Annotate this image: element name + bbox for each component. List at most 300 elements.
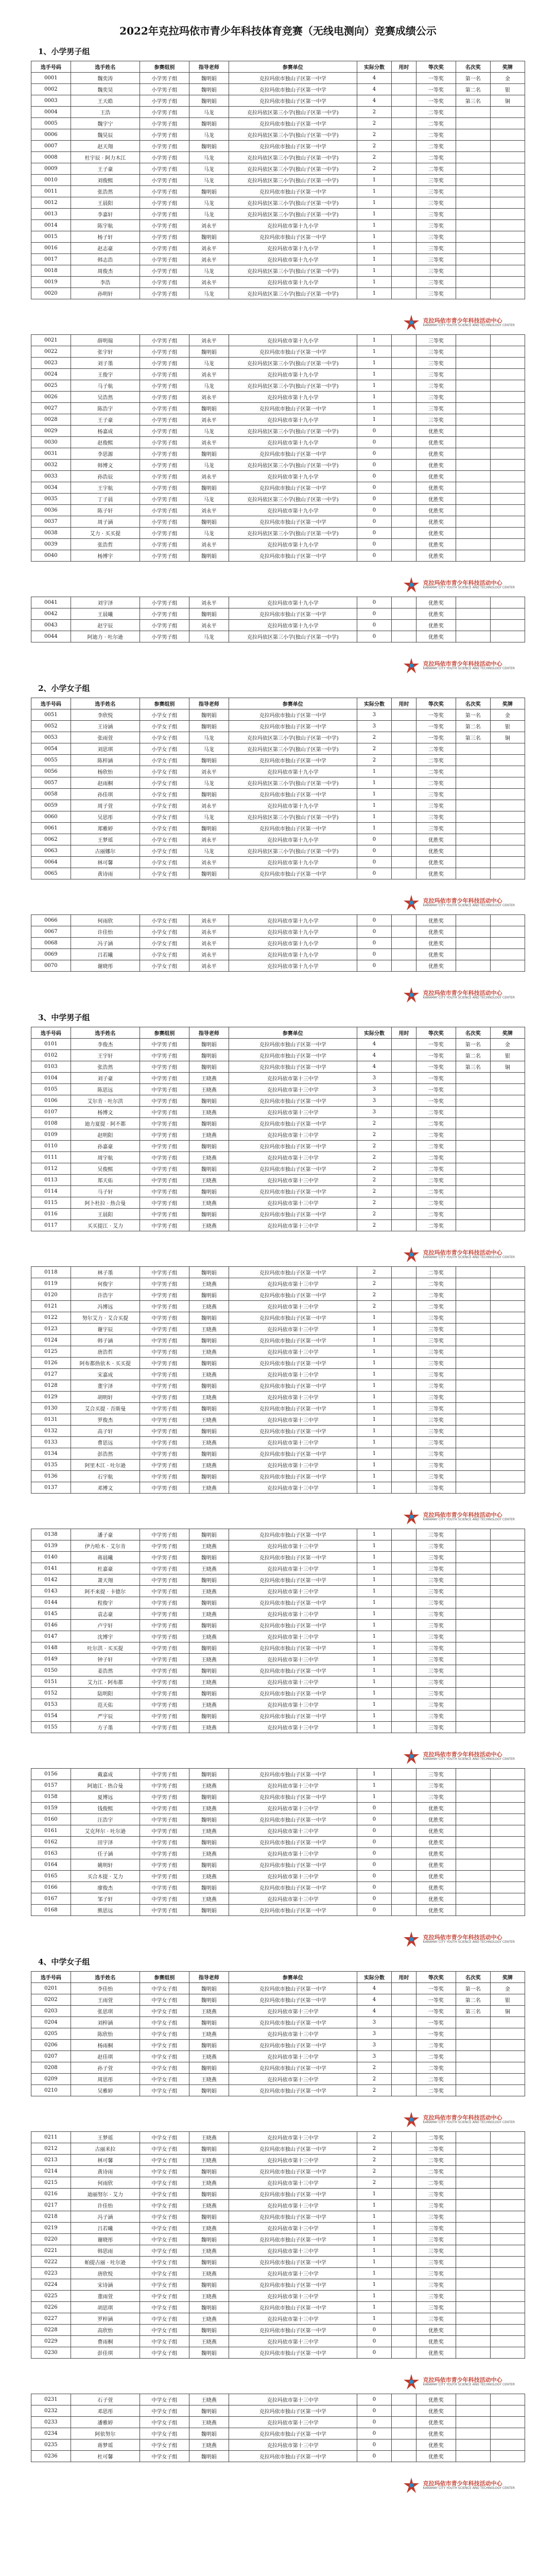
logo-title: 克拉玛依市青少年科技活动中心	[423, 1751, 502, 1758]
table-row	[31, 152, 525, 163]
table-cell: 小学男子组	[140, 197, 189, 209]
table-cell	[490, 403, 525, 414]
table-cell	[392, 709, 416, 721]
table-cell: 0006	[31, 129, 71, 141]
table-cell: 优胜奖	[416, 448, 456, 460]
column-header: 参赛组别	[140, 698, 189, 709]
table-cell: 魏明娟	[189, 1039, 229, 1050]
table-cell: 郑雅婷	[71, 823, 140, 834]
table-cell: 王晓燕	[189, 2439, 229, 2451]
table-cell	[490, 1654, 525, 1665]
table-cell: 小学女子组	[140, 709, 189, 721]
table-cell: 0101	[31, 1039, 71, 1050]
table-cell: 克拉玛依市第十三中学	[229, 2417, 357, 2428]
table-cell	[490, 2223, 525, 2234]
table-row	[31, 1722, 525, 1733]
table-cell: 克拉玛依市第十九小学	[229, 766, 357, 777]
table-cell	[392, 197, 416, 209]
table-cell: 三等奖	[416, 2234, 456, 2245]
table-cell	[456, 1859, 490, 1871]
table-cell: 陆明阳	[71, 1688, 140, 1699]
table-cell: 中学男子组	[140, 1688, 189, 1699]
table-cell	[456, 1324, 490, 1335]
table-cell: 克拉玛依市第十九小学	[229, 926, 357, 938]
table-cell: 三等奖	[416, 2189, 456, 2200]
table-cell	[456, 1278, 490, 1290]
table-cell: 1	[357, 1642, 391, 1654]
table-cell: 克拉玛依区第三小学(独山子区第一中学)	[229, 494, 357, 505]
table-cell: 努尔艾力 · 艾合买提	[71, 1312, 140, 1324]
table-cell: 中学男子组	[140, 1586, 189, 1597]
table-cell: 三等奖	[416, 2245, 456, 2257]
table-cell: 吴浩然	[71, 392, 140, 403]
table-cell: 0168	[31, 1905, 71, 1916]
table-cell: 张思琪	[71, 2006, 140, 2017]
table-row	[31, 1426, 525, 1437]
table-cell: 马龙	[189, 811, 229, 823]
table-cell: 王晓燕	[189, 2313, 229, 2325]
table-cell: 魏明娟	[189, 709, 229, 721]
table-cell: 0058	[31, 789, 71, 800]
table-cell: 克拉玛依市第十九小学	[229, 834, 357, 845]
table-cell: 1	[357, 346, 391, 358]
table-cell	[490, 1882, 525, 1893]
table-cell: 克拉玛依市第十三中学	[229, 2028, 357, 2040]
table-cell: 二等奖	[416, 2040, 456, 2051]
table-cell: 克拉玛依市独山子区第一中学	[229, 2451, 357, 2462]
table-cell: 张宇轩	[71, 346, 140, 358]
table-cell: 0102	[31, 1050, 71, 1061]
table-cell: 一等奖	[416, 1084, 456, 1095]
table-cell	[392, 1358, 416, 1369]
table-cell	[456, 550, 490, 562]
table-cell	[490, 1141, 525, 1152]
table-cell: 三等奖	[416, 197, 456, 209]
table-cell: 中学男子组	[140, 1814, 189, 1825]
table-cell: 中学女子组	[140, 2417, 189, 2428]
table-cell: 3	[357, 2028, 391, 2040]
table-cell: 0147	[31, 1631, 71, 1642]
table-cell	[456, 811, 490, 823]
table-cell: 中学女子组	[140, 2200, 189, 2211]
table-cell: 中学女子组	[140, 2347, 189, 2359]
table-cell: 中学女子组	[140, 2257, 189, 2268]
table-cell	[392, 1084, 416, 1095]
table-cell: 杜可馨	[71, 2451, 140, 2462]
logo-title: 克拉玛依市青少年科技活动中心	[423, 2114, 502, 2121]
table-row	[31, 777, 525, 789]
table-row	[31, 1448, 525, 1460]
table-cell	[392, 1769, 416, 1780]
table-cell	[456, 1107, 490, 1118]
table-cell: 谢晓彤	[71, 2234, 140, 2245]
table-cell	[456, 1392, 490, 1403]
table-cell	[392, 2234, 416, 2245]
table-cell: 任子涵	[71, 1848, 140, 1859]
table-cell: 小学男子组	[140, 437, 189, 448]
table-cell: 克拉玛依市第十九小学	[229, 539, 357, 550]
table-cell: 4	[357, 1039, 391, 1050]
table-cell: 优胜奖	[416, 915, 456, 926]
table-cell: 陈宇航	[71, 220, 140, 231]
table-cell: 王晓燕	[189, 1780, 229, 1791]
table-cell: 王晓燕	[189, 1563, 229, 1574]
table-cell: 优胜奖	[416, 2439, 456, 2451]
table-cell: 马龙	[189, 175, 229, 186]
table-row	[31, 197, 525, 209]
table-cell	[490, 1346, 525, 1358]
table-cell: 1	[357, 1676, 391, 1688]
table-row	[31, 2200, 525, 2211]
table-cell: 中学男子组	[140, 1859, 189, 1871]
table-cell	[456, 1825, 490, 1837]
table-cell: 谢宇辰	[71, 1324, 140, 1335]
table-cell: 中学男子组	[140, 1437, 189, 1448]
column-header: 奖牌	[490, 61, 525, 73]
table-cell	[392, 915, 416, 926]
logo-title: 克拉玛依市青少年科技活动中心	[423, 660, 502, 667]
table-cell: 2	[357, 755, 391, 766]
table-cell	[392, 1642, 416, 1654]
table-cell: 小学男子组	[140, 369, 189, 380]
table-row	[31, 755, 525, 766]
table-cell: 魏奕昊	[71, 84, 140, 95]
table-cell	[392, 2223, 416, 2234]
table-cell: 克拉玛依市第十三中学	[229, 1654, 357, 1665]
table-cell: 克拉玛依市独山子区第一中学	[229, 118, 357, 129]
table-cell: 中学男子组	[140, 1448, 189, 1460]
table-cell	[456, 231, 490, 243]
table-cell: 小学男子组	[140, 163, 189, 175]
table-cell	[490, 789, 525, 800]
table-cell: 三等奖	[416, 1665, 456, 1676]
logo-subtitle: KARAMAY CITY YOUTH SCIENCE AND TECHNOLOGY CENTER	[423, 2120, 515, 2124]
table-cell: 一等奖	[416, 95, 456, 107]
table-cell: 阿卜杜拉 · 热合曼	[71, 1197, 140, 1209]
table-cell: 邹子轩	[71, 1893, 140, 1905]
table-cell	[456, 2245, 490, 2257]
table-cell	[392, 1197, 416, 1209]
table-cell: 克拉玛依市独山子区第一中学	[229, 1209, 357, 1220]
table-cell: 0132	[31, 1426, 71, 1437]
table-cell: 中学男子组	[140, 1278, 189, 1290]
table-cell: 孙嘉豪	[71, 1141, 140, 1152]
table-cell: 克拉玛依市第十九小学	[229, 277, 357, 288]
table-cell: 杨雨桐	[71, 2040, 140, 2051]
table-cell: 小学男子组	[140, 550, 189, 562]
table-cell: 铜	[490, 2006, 525, 2017]
table-cell: 刘永平	[189, 857, 229, 868]
table-cell: 林可馨	[71, 2155, 140, 2166]
table-cell: 克拉玛依区第三小学(独山子区第一中学)	[229, 152, 357, 163]
table-cell	[456, 1437, 490, 1448]
table-row	[31, 1905, 525, 1916]
table-cell: 克拉玛依市独山子区第一中学	[229, 1448, 357, 1460]
table-cell	[392, 1460, 416, 1471]
table-cell: 三等奖	[416, 1448, 456, 1460]
table-cell: 三等奖	[416, 789, 456, 800]
table-cell: 赵志豪	[71, 243, 140, 254]
table-cell: 第二名	[456, 721, 490, 732]
table-cell: 4	[357, 1994, 391, 2006]
table-cell: 彭浩然	[71, 1448, 140, 1460]
table-cell	[456, 1152, 490, 1163]
table-cell: 0070	[31, 960, 71, 972]
table-cell	[456, 197, 490, 209]
table-cell: 1	[357, 2211, 391, 2223]
table-row	[31, 1882, 525, 1893]
table-cell: 蒋梦瑶	[71, 2439, 140, 2451]
table-cell: 克拉玛依市第十九小学	[229, 335, 357, 346]
table-cell: 李嘉轩	[71, 209, 140, 220]
table-cell: 克拉玛依市独山子区第一中学	[229, 2166, 357, 2177]
table-cell: 马龙	[189, 845, 229, 857]
table-cell	[490, 539, 525, 550]
center-logo	[31, 314, 515, 331]
table-cell: 魏宇宁	[71, 118, 140, 129]
table-cell	[456, 2347, 490, 2359]
table-cell: 魏明娟	[189, 1471, 229, 1482]
table-cell: 克拉玛依区第三小学(独山子区第一中学)	[229, 380, 357, 392]
table-cell: 二等奖	[416, 2166, 456, 2177]
table-cell	[392, 1871, 416, 1882]
table-cell: 魏明娟	[189, 2302, 229, 2313]
table-cell: 中学女子组	[140, 2451, 189, 2462]
table-cell: 王晓燕	[189, 2051, 229, 2062]
table-cell	[490, 494, 525, 505]
table-cell: 0226	[31, 2302, 71, 2313]
column-header: 用时	[392, 1027, 416, 1039]
table-cell: 中学女子组	[140, 2302, 189, 2313]
table-cell: 王晓燕	[189, 2223, 229, 2234]
table-row	[31, 1061, 525, 1073]
table-row	[31, 766, 525, 777]
table-cell: 1	[357, 254, 391, 265]
table-cell	[490, 2040, 525, 2051]
table-row	[31, 1312, 525, 1324]
table-cell: 0120	[31, 1290, 71, 1301]
table-cell: 克拉玛依市独山子区第一中学	[229, 84, 357, 95]
table-cell: 克拉玛依区第三小学(独山子区第一中学)	[229, 163, 357, 175]
table-cell: 克拉玛依市独山子区第一中学	[229, 516, 357, 528]
table-cell: 魏明娟	[189, 403, 229, 414]
table-cell	[490, 1084, 525, 1095]
table-cell: 0056	[31, 766, 71, 777]
table-cell: 克拉玛依市第十三中学	[229, 1175, 357, 1186]
column-header: 指导老师	[189, 1972, 229, 1983]
table-cell: 中学男子组	[140, 1620, 189, 1631]
table-cell: 二等奖	[416, 163, 456, 175]
table-cell	[456, 209, 490, 220]
table-row	[31, 743, 525, 755]
table-cell: 铜	[490, 732, 525, 743]
table-cell: 中学男子组	[140, 1722, 189, 1733]
table-cell: 0128	[31, 1380, 71, 1392]
table-cell: 0156	[31, 1769, 71, 1780]
table-cell	[490, 1426, 525, 1437]
table-cell: 克拉玛依市第十三中学	[229, 1414, 357, 1426]
table-cell	[490, 834, 525, 845]
table-cell	[392, 2074, 416, 2085]
table-cell: 1	[357, 1380, 391, 1392]
table-cell: 何雨欣	[71, 2177, 140, 2189]
table-cell: 中学女子组	[140, 2085, 189, 2096]
table-cell: 小学男子组	[140, 631, 189, 642]
table-cell: 小学男子组	[140, 482, 189, 494]
results-table	[31, 2394, 525, 2462]
section-title: 3、中学男子组	[38, 1013, 90, 1022]
table-cell	[392, 1186, 416, 1197]
table-row	[31, 1631, 525, 1642]
table-cell: 克拉玛依市独山子区第一中学	[229, 2211, 357, 2223]
table-cell: 0106	[31, 1095, 71, 1107]
table-cell	[392, 2257, 416, 2268]
table-cell	[490, 811, 525, 823]
table-cell	[456, 1710, 490, 1722]
table-cell: 第一名	[456, 709, 490, 721]
table-row	[31, 1141, 525, 1152]
table-cell: 中学女子组	[140, 2279, 189, 2291]
table-cell: 克拉玛依市独山子区第一中学	[229, 721, 357, 732]
table-cell: 2	[357, 1141, 391, 1152]
table-cell: 2	[357, 2177, 391, 2189]
table-cell: 3	[357, 2051, 391, 2062]
table-cell: 二等奖	[416, 1220, 456, 1231]
table-cell: 中学男子组	[140, 1163, 189, 1175]
table-cell	[490, 1529, 525, 1540]
table-cell	[392, 539, 416, 550]
star-logo-icon	[403, 2111, 420, 2128]
table-cell: 中学男子组	[140, 1039, 189, 1050]
table-cell: 汪浩宇	[71, 1814, 140, 1825]
table-cell: 小学男子组	[140, 186, 189, 197]
table-cell: 魏明娟	[189, 1574, 229, 1586]
table-cell: 买合木提 · 艾力	[71, 1871, 140, 1882]
table-cell: 魏明娟	[189, 1118, 229, 1129]
table-cell: 二等奖	[416, 2177, 456, 2189]
table-cell	[456, 755, 490, 766]
table-cell	[456, 1769, 490, 1780]
table-cell: 曹雨桐	[71, 2336, 140, 2347]
table-cell: 0112	[31, 1163, 71, 1175]
table-cell: 克拉玛依市独山子区第一中学	[229, 1290, 357, 1301]
table-cell: 优胜奖	[416, 868, 456, 879]
table-cell	[490, 380, 525, 392]
table-cell	[456, 1118, 490, 1129]
table-cell: 小学女子组	[140, 811, 189, 823]
table-cell	[490, 2189, 525, 2200]
table-cell	[490, 2347, 525, 2359]
table-cell: 0040	[31, 550, 71, 562]
table-cell	[490, 1197, 525, 1209]
table-cell: 魏明娟	[189, 1290, 229, 1301]
table-cell: 刘永平	[189, 766, 229, 777]
table-cell	[490, 186, 525, 197]
table-cell: 中学男子组	[140, 1118, 189, 1129]
table-cell	[456, 494, 490, 505]
table-cell: 优胜奖	[416, 938, 456, 949]
table-cell	[456, 1197, 490, 1209]
table-cell: 严宇辰	[71, 1710, 140, 1722]
table-cell: 3	[357, 2040, 391, 2051]
table-cell: 0064	[31, 857, 71, 868]
table-cell: 铜	[490, 95, 525, 107]
center-logo	[31, 657, 515, 674]
table-cell	[456, 1369, 490, 1380]
table-cell: 二等奖	[416, 2074, 456, 2085]
table-row	[31, 1676, 525, 1688]
table-cell: 克拉玛依市第十三中学	[229, 2291, 357, 2302]
table-cell: 中学男子组	[140, 1665, 189, 1676]
table-cell: 0117	[31, 1220, 71, 1231]
table-cell: 王晓燕	[189, 1346, 229, 1358]
table-cell: 0236	[31, 2451, 71, 2462]
table-row	[31, 1050, 525, 1061]
table-cell	[392, 1107, 416, 1118]
table-cell: 克拉玛依市独山子区第一中学	[229, 1335, 357, 1346]
table-row	[31, 1540, 525, 1552]
table-cell	[490, 857, 525, 868]
table-cell: 二等奖	[416, 141, 456, 152]
table-cell: 0141	[31, 1563, 71, 1574]
table-cell: 克拉玛依市第十三中学	[229, 2177, 357, 2189]
table-cell	[490, 2394, 525, 2405]
table-cell: 0004	[31, 107, 71, 118]
table-row	[31, 460, 525, 471]
column-header: 选手姓名	[71, 1027, 140, 1039]
table-cell: 克拉玛依市第十三中学	[229, 1220, 357, 1231]
table-cell: 2	[357, 1278, 391, 1290]
table-cell: 小学男子组	[140, 335, 189, 346]
table-cell: 银	[490, 1994, 525, 2006]
table-cell: 王诗涵	[71, 721, 140, 732]
table-cell: 小学男子组	[140, 107, 189, 118]
table-cell	[490, 1859, 525, 1871]
table-cell: 1	[357, 1529, 391, 1540]
table-cell	[392, 823, 416, 834]
table-cell: 薛明瑞	[71, 335, 140, 346]
table-cell: 三等奖	[416, 231, 456, 243]
table-cell: 一等奖	[416, 2017, 456, 2028]
table-row	[31, 1482, 525, 1494]
table-cell: 0110	[31, 1141, 71, 1152]
table-cell: 克拉玛依区第三小学(独山子区第一中学)	[229, 460, 357, 471]
star-logo-icon	[403, 576, 420, 594]
table-cell	[490, 2155, 525, 2166]
table-cell: 二等奖	[416, 2051, 456, 2062]
table-cell: 三等奖	[416, 175, 456, 186]
star-logo-icon	[403, 1930, 420, 1948]
table-cell: 0146	[31, 1620, 71, 1631]
table-cell	[490, 1780, 525, 1791]
table-row	[31, 1893, 525, 1905]
table-cell: 优胜奖	[416, 857, 456, 868]
table-cell: 一等奖	[416, 1994, 456, 2006]
table-cell	[490, 1095, 525, 1107]
table-cell	[392, 1039, 416, 1050]
table-cell: 马子航	[71, 380, 140, 392]
table-cell: 克拉玛依市第十三中学	[229, 1699, 357, 1710]
table-cell	[392, 1837, 416, 1848]
table-cell: 刘子豪	[71, 1073, 140, 1084]
table-row	[31, 2132, 525, 2143]
table-cell: 王晓燕	[189, 1825, 229, 1837]
table-cell: 孙佳琪	[71, 789, 140, 800]
table-cell: 刘永平	[189, 277, 229, 288]
table-cell	[490, 414, 525, 426]
table-cell: 1	[357, 2189, 391, 2200]
table-cell: 克拉玛依区第三小学(独山子区第一中学)	[229, 743, 357, 755]
